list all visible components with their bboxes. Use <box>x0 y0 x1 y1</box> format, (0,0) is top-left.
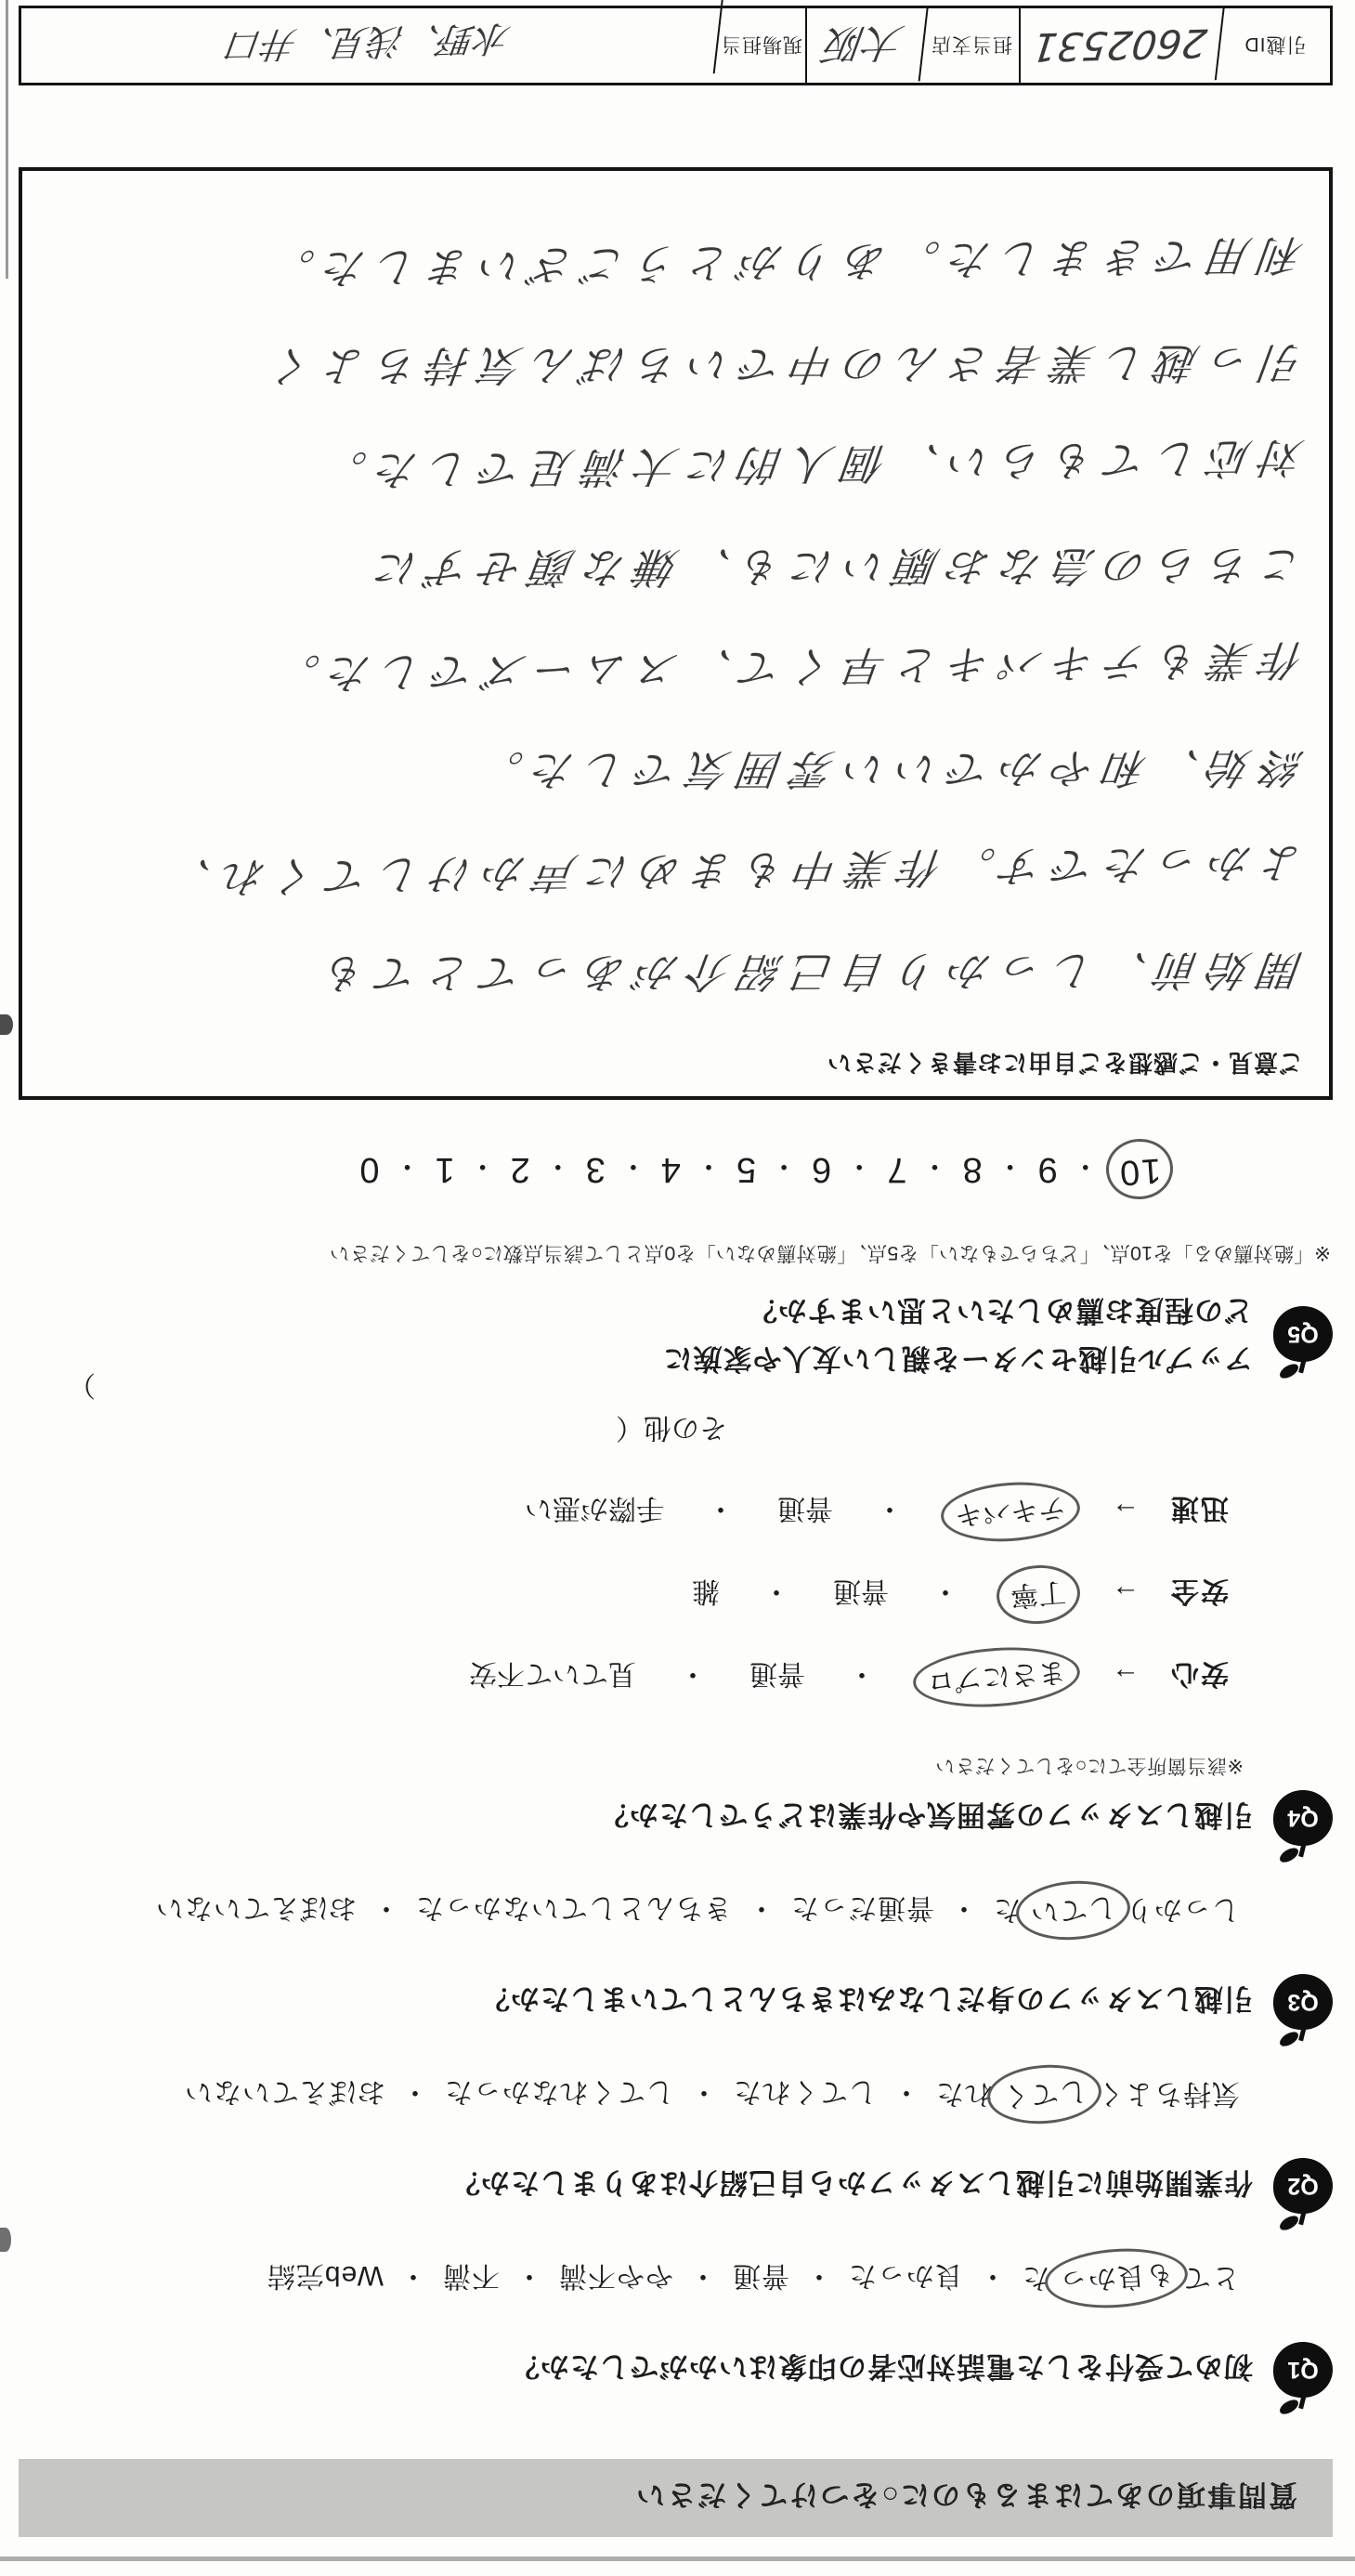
questions-section <box>19 1240 1333 2398</box>
comment-line: 終始、和やかでいい雰囲気でした。 <box>467 742 1307 795</box>
scale-separator: ・ <box>1069 1150 1100 1182</box>
option-text: た <box>1022 2262 1050 2293</box>
scale-number <box>1112 1146 1167 1192</box>
scale-separator: ・ <box>768 1150 799 1182</box>
comment-box <box>19 167 1333 1100</box>
question-badge: Q1 <box>1273 2342 1333 2398</box>
circle-annotation: 10 <box>1104 1137 1176 1202</box>
option: 普通 <box>732 2260 789 2291</box>
option: 普通 <box>749 1658 805 1690</box>
scale-separator: ・ <box>843 1150 874 1182</box>
question-text: 引越しスタッフの身だしなみはきちんとしていましたか？ <box>480 1982 1253 2016</box>
scale-number: 3 <box>583 1150 606 1189</box>
comment-line: よかったです。作業中もまめに声かけしてくれ、 <box>156 837 1307 903</box>
option-separator: ・ <box>820 1658 904 1690</box>
question-note: ※「絶対薦める」を10点、「どちらでもない」を5点、「絶対薦めない」を0点として該当点数に○をしてください <box>329 1242 1331 1264</box>
scan-artifact <box>6 0 8 279</box>
question-block-q2 <box>19 2073 1333 2214</box>
question-block-q3 <box>19 1889 1333 2030</box>
q4-row-label: 安全 <box>1169 1576 1229 1607</box>
scale-separator: ・ <box>919 1150 949 1182</box>
q4-rating-rows <box>19 1369 1229 1699</box>
circle-annotation: まさにプロ <box>911 1642 1082 1712</box>
question-text-line: アップル引越センターを親しい友人や家族に <box>662 1342 1253 1375</box>
circle-annotation: も良かっ <box>1043 2244 1190 2313</box>
scale-number: 1 <box>433 1150 455 1189</box>
comment-box-header: ご意見・ご感想をご自由にお書きください <box>826 1049 1303 1077</box>
q4-row <box>19 1655 1229 1699</box>
option-separator: ・ <box>747 1892 775 1923</box>
table-value-cell: 2602531 <box>1016 6 1225 85</box>
table-value-cell: 水野、浅見、井口 <box>16 0 723 92</box>
comment-line: 引っ越し業者さんの中でいちばん気持ちよく <box>259 337 1307 391</box>
option <box>1022 2256 1240 2301</box>
scale-number: 0 <box>358 1150 380 1189</box>
option-text: た <box>993 1894 1022 1925</box>
option: 普通 <box>777 1493 833 1524</box>
scan-artifact <box>0 2556 1355 2561</box>
comment-line: 作業もテキパキと早くて、スムーズでした。 <box>264 634 1307 700</box>
scale-separator: ・ <box>693 1150 723 1182</box>
option: 手際が悪い <box>525 1493 664 1524</box>
question-text: 引越しスタッフの雰囲気や作業はどうでしたか？ <box>599 1798 1253 1832</box>
option-separator: ・ <box>398 2260 427 2291</box>
scale-separator: ・ <box>617 1150 647 1182</box>
option: 良かった <box>848 2260 963 2291</box>
table-label-cell: 現場担当 <box>718 8 807 83</box>
option-separator: ・ <box>515 2260 543 2291</box>
scan-artifact <box>0 2228 11 2252</box>
option: 普通だった <box>790 1892 934 1923</box>
survey-document <box>19 6 1333 2537</box>
option <box>993 1889 1240 1933</box>
option-separator: ・ <box>400 2076 429 2107</box>
nps-scale <box>19 1146 1167 1192</box>
scale-number: 5 <box>735 1150 757 1189</box>
option-separator: ・ <box>904 1576 987 1607</box>
question-text <box>663 1286 1253 1382</box>
scale-separator: ・ <box>994 1150 1024 1182</box>
scale-number: 8 <box>960 1150 983 1189</box>
arrow-icon: → <box>1112 1579 1140 1611</box>
scale-number: 7 <box>885 1150 907 1189</box>
arrow-icon: → <box>1112 1662 1140 1693</box>
options-row <box>19 2256 1240 2301</box>
option: 普通 <box>833 1576 889 1607</box>
q4-row-label: 迅速 <box>1169 1493 1229 1524</box>
option <box>935 2073 1240 2117</box>
scale-separator: ・ <box>391 1150 422 1182</box>
q4-row-label: 安心 <box>1169 1658 1229 1690</box>
circle-annotation: 丁寧 <box>995 1563 1082 1627</box>
scan-artifact <box>0 1014 13 1035</box>
option <box>946 1490 1075 1534</box>
question-note: ※該当箇所全てに○をしてください <box>934 1755 1244 1776</box>
table-value-cell: 大阪 <box>802 7 929 84</box>
q4-row <box>19 1490 1229 1534</box>
option: Web完結 <box>266 2260 384 2291</box>
handwritten-comment <box>48 213 1307 1023</box>
option-separator: ・ <box>651 1658 735 1690</box>
question-block-q5 <box>19 1240 1333 1382</box>
option: やや不満 <box>558 2260 673 2291</box>
question-badge: Q2 <box>1273 2158 1333 2214</box>
circle-annotation: してく <box>985 2061 1103 2127</box>
option: おぼえていない <box>184 2076 385 2107</box>
option-separator: ・ <box>371 1892 400 1923</box>
question-badge: Q3 <box>1273 1974 1333 2030</box>
option-separator: ・ <box>689 2076 718 2107</box>
option: きちんとしていなかった <box>415 1892 732 1923</box>
question-block-q4 <box>19 1369 1333 1846</box>
comment-line: 対応してもらい、個人的に大満足でした。 <box>311 432 1307 496</box>
comment-line: こちらの急なお願いにも、嫌な顔せずに <box>363 540 1307 594</box>
option-separator: ・ <box>804 2260 833 2291</box>
comment-line: 利用できました。ありがとうございました。 <box>259 229 1307 294</box>
option-separator: ・ <box>848 1493 932 1524</box>
option-text: しっかり <box>1125 1894 1240 1925</box>
question-badge: Q4 <box>1273 1790 1333 1846</box>
q4-other-row <box>19 1369 727 1451</box>
table-label-cell: 引越ID <box>1244 33 1307 55</box>
options-row <box>19 1889 1240 1933</box>
option: 見ていて不安 <box>469 1658 636 1690</box>
instruction-banner-text: 質問事項のあてはまるものに○をつけてください <box>634 2478 1297 2512</box>
option-text: れた <box>935 2078 993 2109</box>
question-badge: Q5 <box>1273 1306 1333 1362</box>
option: 雑 <box>692 1576 720 1607</box>
option-separator: ・ <box>688 2260 717 2291</box>
arrow-icon: → <box>1112 1497 1140 1528</box>
option: してくれた <box>733 2076 877 2107</box>
assignment-table <box>19 6 1333 85</box>
question-block-q1 <box>19 2256 1333 2398</box>
q4-other-label: その他（ <box>616 1412 727 1443</box>
option-separator: ・ <box>978 2260 1007 2291</box>
scale-separator: ・ <box>466 1150 497 1182</box>
option: 不満 <box>442 2260 500 2291</box>
circle-annotation: テキパキ <box>939 1478 1082 1546</box>
scale-number: 6 <box>810 1150 832 1189</box>
q4-other-close-paren: ） <box>68 1369 96 1400</box>
option <box>919 1655 1075 1699</box>
scale-number: 4 <box>658 1150 682 1189</box>
option <box>1002 1573 1075 1616</box>
option-separator: ・ <box>735 1576 818 1607</box>
scale-separator: ・ <box>541 1150 572 1182</box>
q4-row <box>19 1573 1229 1616</box>
comment-line: 開始前、しっかり自己紹介があってとても <box>312 945 1307 999</box>
option: してくれなかった <box>444 2076 674 2107</box>
scale-number: 9 <box>1036 1150 1058 1189</box>
option: おぼえていない <box>155 1892 357 1923</box>
instruction-banner <box>19 2459 1333 2537</box>
question-text-line: どの程度お薦めしたいと思いますか？ <box>748 1294 1253 1327</box>
option-separator: ・ <box>679 1493 762 1524</box>
option-separator: ・ <box>892 2076 920 2107</box>
circle-annotation: してい <box>1014 1877 1132 1943</box>
scale-number: 2 <box>508 1150 530 1189</box>
option-separator: ・ <box>949 1892 978 1923</box>
question-text: 作業開始前に引越しスタッフから自己紹介はありましたか？ <box>450 2166 1253 2200</box>
option-text: とて <box>1182 2262 1240 2293</box>
question-text: 初めて受付をした電話対応者の印象はいかがでしたか？ <box>510 2350 1253 2384</box>
table-label-cell: 担当支店 <box>924 8 1021 83</box>
option-text: 気持ちよく <box>1096 2078 1240 2109</box>
options-row <box>19 2073 1240 2117</box>
